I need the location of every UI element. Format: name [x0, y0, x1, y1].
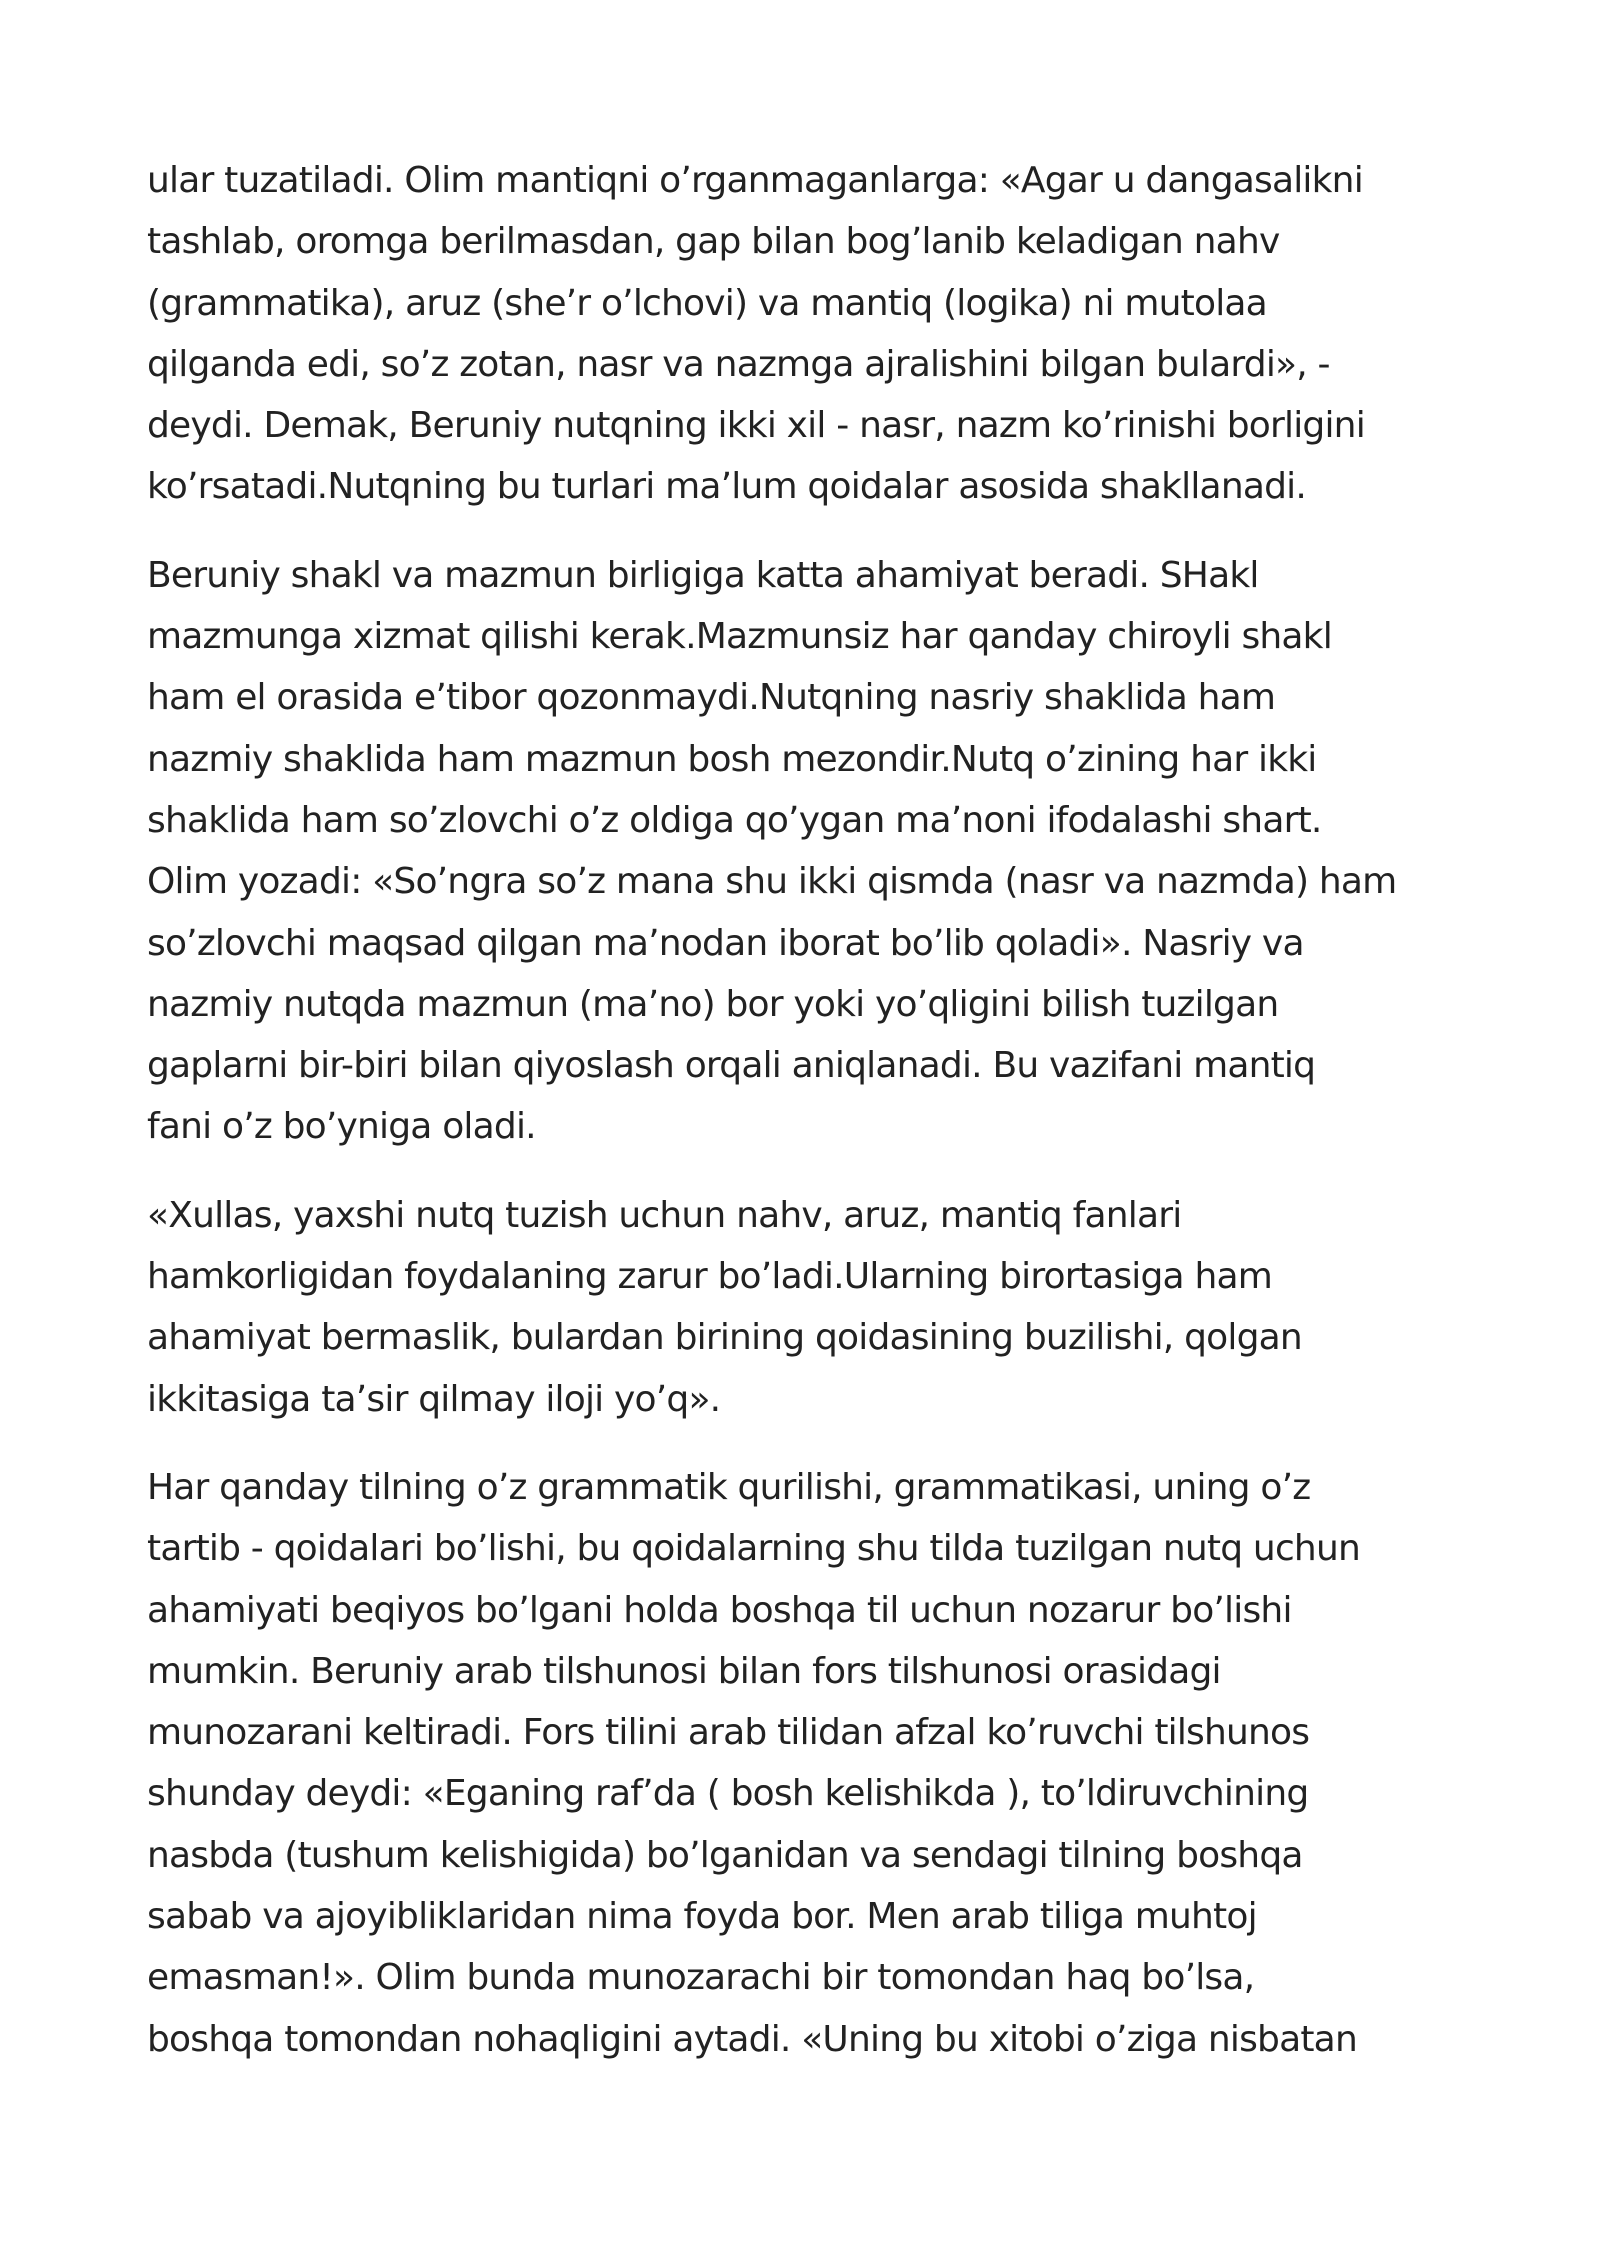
text-line: nazmiy shaklida ham mazmun bosh mezondir.Nutq o’zining har ikki	[147, 738, 1317, 780]
text-line: tashlab, oromga berilmasdan, gap bilan bog’lanib keladigan nahv	[147, 221, 1280, 263]
text-line: boshqa tomondan nohaqligini aytadi. «Uning bu xitobi o’ziga nisbatan	[147, 2018, 1357, 2060]
paragraph-3	[147, 1185, 1467, 1430]
text-line: ahamiyat bermaslik, bulardan birining qoidasining buzilishi, qolgan	[147, 1317, 1302, 1359]
text-line: shunday deydi: «Eganing raf’da ( bosh kelishikda ), to’ldiruvchining	[147, 1773, 1309, 1815]
text-line: sabab va ajoyibliklaridan nima foyda bor. Men arab tiliga muhtoj	[147, 1896, 1257, 1938]
text-line: mumkin. Beruniy arab tilshunosi bilan fors tilshunosi orasidagi	[147, 1650, 1221, 1692]
text-line: nazmiy nutqda mazmun (ma’no) bor yoki yo’qligini bilish tuzilgan	[147, 983, 1279, 1025]
text-line: emasman!». Olim bunda munozarachi bir tomondan haq bo’lsa,	[147, 1957, 1255, 1999]
text-line: ular tuzatiladi. Olim mantiqni o’rganmaganlarga: «Agar u dangasalikni	[147, 160, 1363, 201]
text-line: so’zlovchi maqsad qilgan ma’nodan iborat bo’lib qoladi». Nasriy va	[147, 922, 1304, 964]
text-line: Olim yozadi: «So’ngra so’z mana shu ikki qismda (nasr va nazmda) ham	[147, 861, 1397, 903]
text-line: hamkorligidan foydalaning zarur bo’ladi.Ularning birortasiga ham	[147, 1256, 1273, 1298]
text-line: shaklida ham so’zlovchi o’z oldiga qo’ygan ma’noni ifodalashi shart.	[147, 799, 1322, 841]
text-line: mazmunga xizmat qilishi kerak.Mazmunsiz har qanday chiroyli shakl	[147, 616, 1332, 658]
text-line: «Xullas, yaxshi nutq tuzish uchun nahv, aruz, mantiq fanlari	[147, 1194, 1182, 1236]
text-line: nasbda (tushum kelishigida) bo’lganidan va sendagi tilning boshqa	[147, 1834, 1303, 1876]
text-line: fani o’z bo’yniga oladi.	[147, 1106, 536, 1148]
text-line: deydi. Demak, Beruniy nutqning ikki xil - nasr, nazm ko’rinishi borligini	[147, 405, 1365, 447]
paragraph-gap	[147, 1158, 1467, 1185]
text-line: munozarani keltiradi. Fors tilini arab tilidan afzal ko’ruvchi tilshunos	[147, 1712, 1310, 1754]
text-line: gaplarni bir-biri bilan qiyoslash orqali aniqlanadi. Bu vazifani mantiq	[147, 1045, 1316, 1087]
paragraph-2	[147, 545, 1467, 1158]
document-body	[147, 150, 1467, 2070]
paragraph-4	[147, 1457, 1467, 2070]
text-line: Beruniy shakl va mazmun birligiga katta ahamiyat beradi. SHakl	[147, 554, 1259, 596]
paragraph-1	[147, 150, 1467, 518]
paragraph-gap	[147, 518, 1467, 545]
text-line: tartib - qoidalari bo’lishi, bu qoidalarning shu tilda tuzilgan nutq uchun	[147, 1528, 1360, 1570]
text-line: (grammatika), aruz (she’r o’lchovi) va mantiq (logika) ni mutolaa	[147, 282, 1267, 324]
paragraph-gap	[147, 1430, 1467, 1457]
text-line: ikkitasiga ta’sir qilmay iloji yo’q».	[147, 1378, 721, 1420]
text-line: ko’rsatadi.Nutqning bu turlari ma’lum qoidalar asosida shakllanadi.	[147, 466, 1306, 508]
text-line: ahamiyati beqiyos bo’lgani holda boshqa til uchun nozarur bo’lishi	[147, 1589, 1292, 1631]
text-line: Har qanday tilning o’z grammatik qurilishi, grammatikasi, uning o’z	[147, 1466, 1311, 1508]
text-line: qilganda edi, so’z zotan, nasr va nazmga ajralishini bilgan bulardi», -	[147, 343, 1330, 385]
text-line: ham el orasida e’tibor qozonmaydi.Nutqning nasriy shaklida ham	[147, 677, 1276, 719]
